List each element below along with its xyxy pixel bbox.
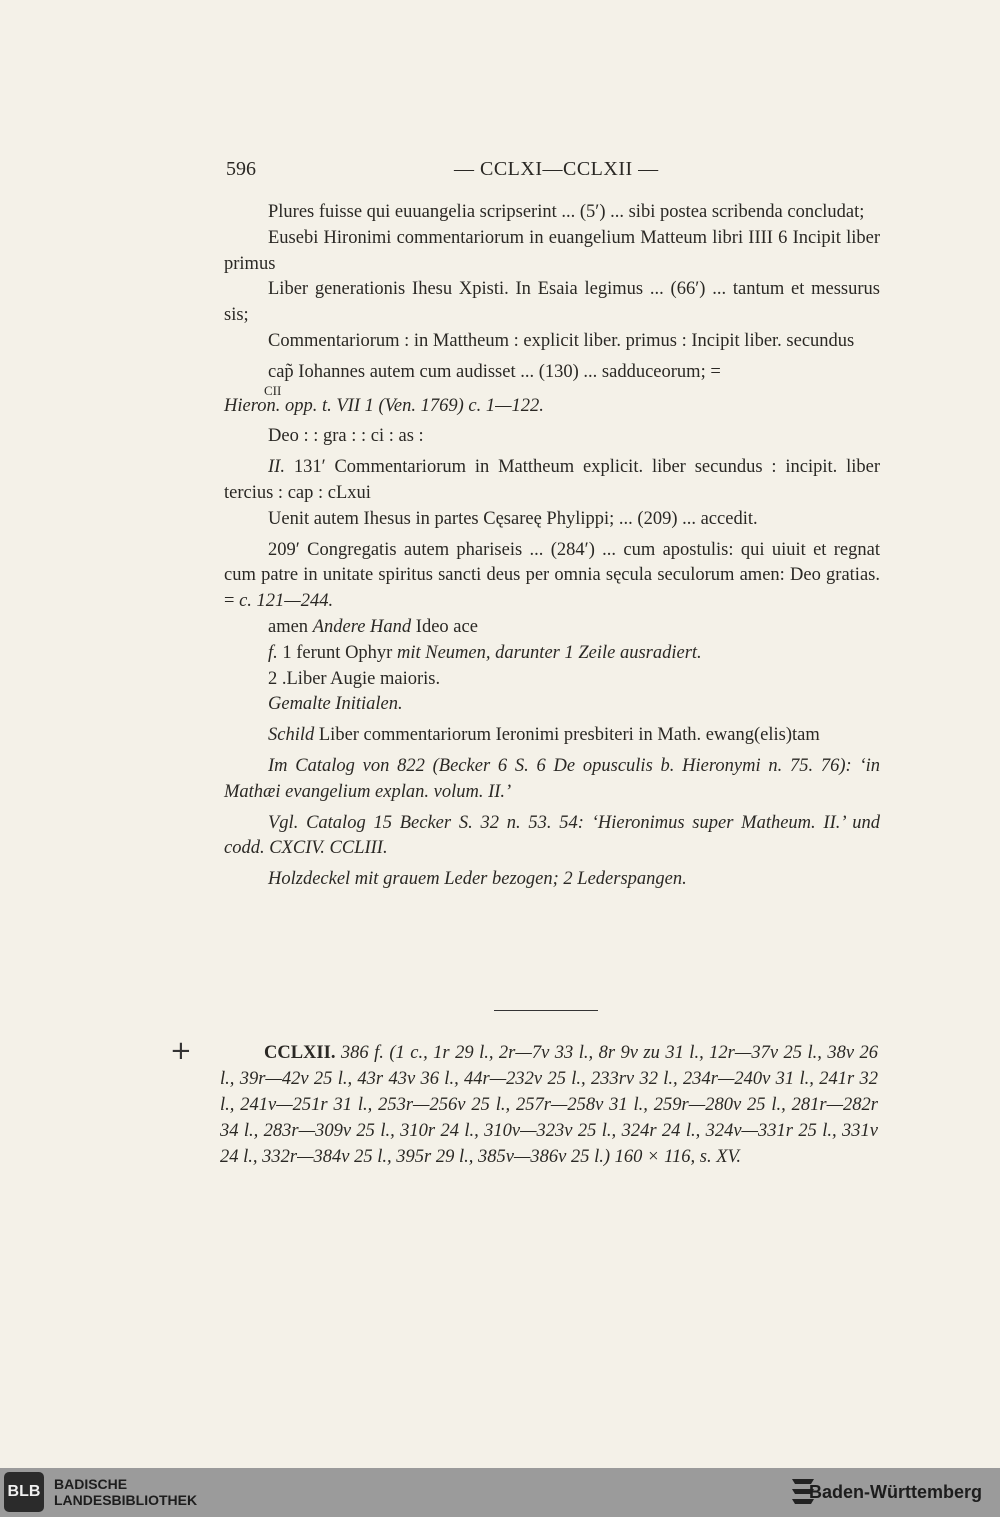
text-line: Holzdeckel mit grauem Leder bezogen; 2 Lederspangen. xyxy=(268,869,687,890)
library-name: BADISCHE LANDESBIBLIOTHEK xyxy=(54,1476,198,1508)
text-line: 209′ Congregatis autem phariseis ... (284′) ... cum apostulis: qui uiuit et regnat cum patre in unitate spiritus sancti deus per omnia sęcula seculorum amen: Deo gratias. = c. 121—244. xyxy=(224,539,880,612)
cii-superscript: CII xyxy=(264,382,282,398)
margin-plus-mark: + xyxy=(170,1036,192,1066)
entry-description: CCLXII. 386 f. (1 c., 1r 29 l., 2r—7v 33 l., 8r 9v zu 31 l., 12r—37v 25 l., 38v 26 l., 39r—42v 25 l., 43r 43v 36 l., 44r—232v 25 l., 233rv 32 l., 234r—240v 31 l., 241r 32 l., 241v—251r 31 l., 253r—256v 25 l., 257r—258v 31 l., 259r—280v 25 l., 281r—282r 34 l., 283r—309v 25 l., 310r 24 l., 310v—323v 25 l., 324r 24 l., 324v—331r 25 l., 331v 24 l., 332r—384v 25 l., 395r 29 l., 385v—386v 25 l.) 160 × 116, s. XV. xyxy=(220,1043,879,1167)
text-line: Liber generationis Ihesu Xpisti. In Esaia legimus ... (66′) ... tantum et messurus sis; xyxy=(224,279,880,326)
section-divider xyxy=(494,1010,598,1011)
footer-bar xyxy=(0,1468,1000,1517)
text-line: Commentariorum : in Mattheum : explicit liber. primus : Incipit liber. secundus xyxy=(268,330,855,351)
text-line: Deo : : gra : : ci : as : xyxy=(268,426,424,447)
text-line: Uenit autem Ihesus in partes Cęsareę Phylippi; ... (209) ... accedit. xyxy=(268,508,758,529)
reference: Hieron. opp. t. VII 1 (Ven. 1769) c. 1—122. xyxy=(224,395,544,416)
text-line: cap̃ Iohannes autem cum audisset ... (130) ... sadduceorum; = xyxy=(268,361,721,382)
page-number: 596 xyxy=(226,158,256,180)
page-header xyxy=(226,158,881,184)
next-entry xyxy=(220,1040,878,1170)
state-name[interactable]: Baden-Württemberg xyxy=(808,1482,982,1502)
text-line: Schild Liber commentariorum Ieronimi presbiteri in Math. ewang(elis)tam xyxy=(268,725,820,746)
text-line: amen Andere Hand Ideo ace xyxy=(268,616,478,637)
text-line: f. 1 ferunt Ophyr mit Neumen, darunter 1 Zeile ausradiert. xyxy=(268,642,702,663)
text-line: II. 131′ Commentariorum in Mattheum explicit. liber secundus : incipit. liber tercius : cap : cLxui xyxy=(224,457,881,503)
entry-heading: CCLXII. xyxy=(264,1043,336,1063)
blb-logo[interactable]: BLB xyxy=(4,1472,44,1512)
catalog-entry-body xyxy=(224,200,880,893)
text-line: Vgl. Catalog 15 Becker S. 32 n. 53. 54: ‘Hieronimus super Matheum. II.’ und codd. CXCIV. CCLIII. xyxy=(224,812,880,859)
text-line: 2 .Liber Augie maioris. xyxy=(268,668,441,689)
text-line: Eusebi Hironimi commentariorum in euangelium Matteum libri IIII 6 Incipit liber primus xyxy=(224,227,880,274)
text-line: Plures fuisse qui euuangelia scripserint ... (5′) ... sibi postea scribenda concludat; xyxy=(268,202,865,222)
text-line: Im Catalog von 822 (Becker 6 S. 6 De opusculis b. Hieronymi n. 75. 76): ‘in Mathæi evangelium explan. volum. II.’ xyxy=(224,755,880,802)
running-title: — CCLXI—CCLXII — xyxy=(454,158,659,180)
text-line xyxy=(224,382,880,420)
text-line: Gemalte Initialen. xyxy=(268,694,403,715)
